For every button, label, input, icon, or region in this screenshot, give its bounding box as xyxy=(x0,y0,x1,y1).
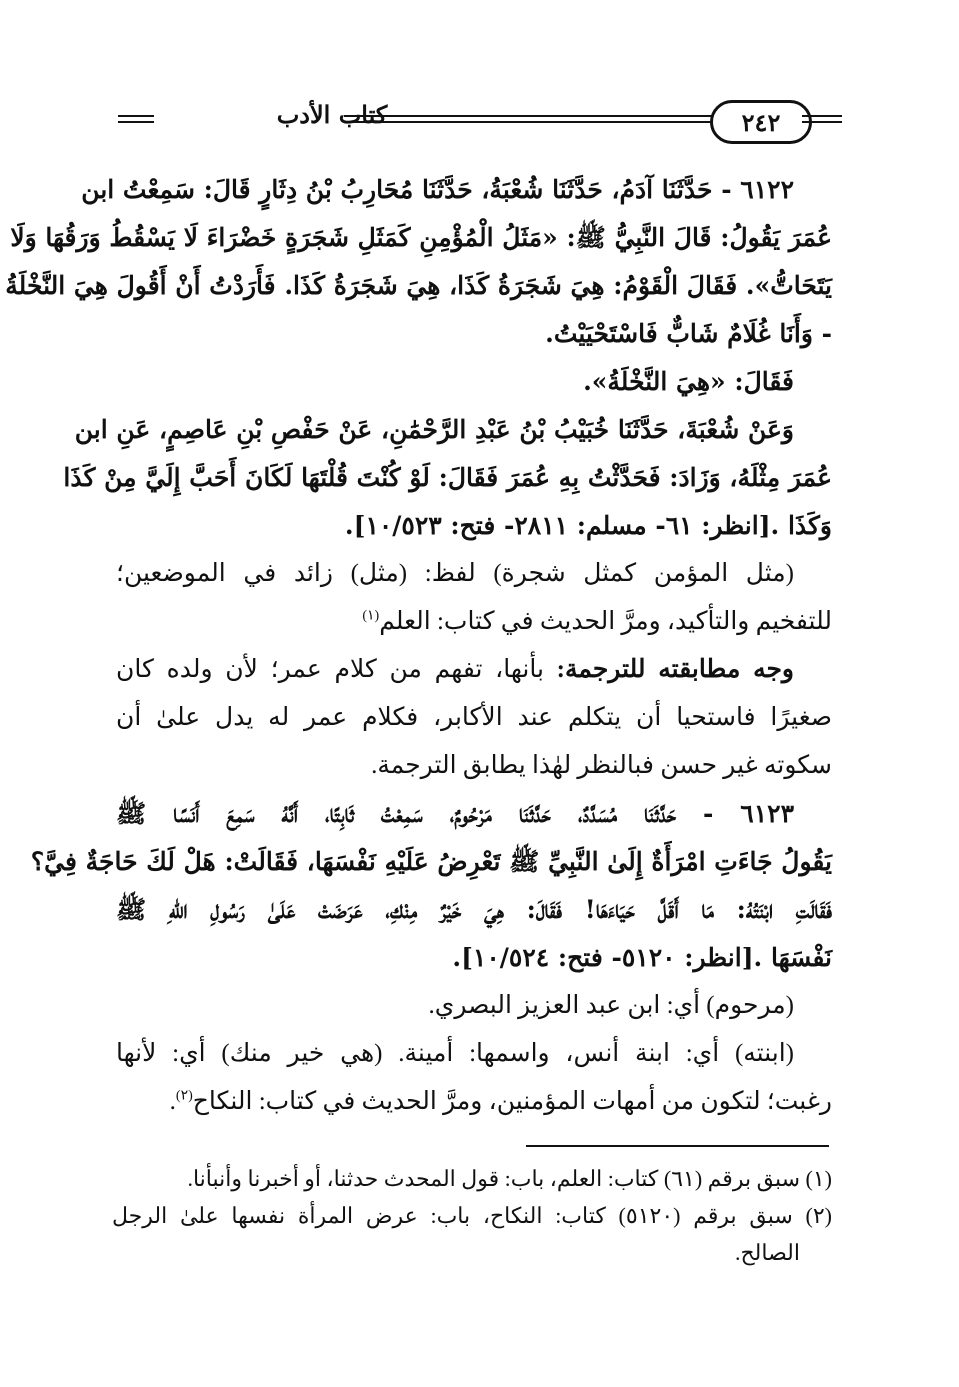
footnote-2: (٢) سبق برقم (٥١٢٠) كتاب: النكاح، باب: عرض المرأة نفسها علىٰ الرجل xyxy=(112,1203,832,1228)
hadith-line: يَقُولُ جَاءَتِ امْرَأَةٌ إِلَىٰ النَّبِيِّ ﷺ تَعْرِضُ عَلَيْهِ نَفْسَهَا، فَقَالَتْ: هَلْ لَكَ حَاجَةٌ فِيَّ؟ xyxy=(30,847,832,876)
hadith-line: يَتَحَاتُّ». فَقَالَ الْقَوْمُ: هِيَ شَجَرَةُ كَذَا، هِيَ شَجَرَةُ كَذَا. فَأَرَدْتُ أَنْ أَقُولَ هِيَ النَّخْلَةُ xyxy=(5,271,832,300)
footnote-ref-1: (١) xyxy=(362,608,380,624)
commentary-line xyxy=(116,1078,832,1126)
hadith-line: - وَأَنَا غُلَامٌ شَابٌّ فَاسْتَحْيَيْتُ. xyxy=(545,319,832,348)
commentary-line xyxy=(116,598,832,646)
page-number-badge xyxy=(710,100,812,144)
footnote-ref-2: (٢) xyxy=(175,1088,193,1104)
footnote-separator xyxy=(526,1145,829,1147)
hadith-line: وَعَنْ شُعْبَةَ، حَدَّثَنَا خُبَيْبُ بْنُ عَبْدِ الرَّحْمَٰنِ، عَنْ حَفْصِ بْنِ عَاصِمٍ، عَنِ ابن xyxy=(74,415,794,444)
commentary-line: (مرحوم) أي: ابن عبد العزيز البصري. xyxy=(428,992,794,1019)
header-rule-left-short xyxy=(118,115,154,123)
footnote-1: (١) سبق برقم (٦١) كتاب: العلم، باب: قول المحدث حدثنا، أو أخبرنا وأنبأنا. xyxy=(187,1166,832,1191)
hadith-answer: فَقَالَ: «هِيَ النَّخْلَةُ». xyxy=(583,367,794,396)
footnote-2-continued: الصالح. xyxy=(734,1240,800,1265)
hadith-6123 xyxy=(30,790,832,982)
commentary-heading: وجه مطابقته للترجمة: xyxy=(556,656,794,683)
end-mark: . xyxy=(169,1088,176,1115)
header-rule-middle xyxy=(344,115,714,123)
commentary-line: صغيرًا فاستحيا أن يتكلم عند الأكابر، فكلام عمر له يدل علىٰ أن xyxy=(116,704,832,731)
commentary-text: بأنها، تفهم من كلام عمر؛ لأن ولده كان xyxy=(116,656,557,683)
commentary-line: (ابنته) أي: ابنة أنس، واسمها: أمينة. (هي خير منك) أي: لأنها xyxy=(116,1040,794,1067)
footnotes xyxy=(112,1160,832,1271)
commentary-line: سكوته غير حسن فبالنظر لهٰذا يطابق الترجمة. xyxy=(371,752,832,779)
page-number-tail xyxy=(802,115,842,123)
page-content xyxy=(5,166,832,1126)
commentary-text: للتفخيم والتأكيد، ومرَّ الحديث في كتاب: العلم xyxy=(379,608,832,635)
hadith-line: فَقَالَتِ ابْنَتُهُ: مَا أَقَلَّ حَيَاءَهَا! فَقَالَ: هِيَ خَيْرٌ مِنْكِ، عَرَضَتْ عَلَىٰ رَسُولِ اللهِ ﷺ xyxy=(116,895,832,924)
running-header xyxy=(112,96,842,144)
book-title: كتاب الأدب xyxy=(276,100,388,129)
commentary-6122 xyxy=(116,550,832,790)
hadith-6122 xyxy=(5,166,832,550)
page-number: ٢٤٢ xyxy=(741,107,781,137)
hadith-line: ٦١٢٢ - حَدَّثَنَا آدَمُ، حَدَّثَنَا شُعْبَةُ، حَدَّثَنَا مُحَارِبُ بْنُ دِثَارٍ قَالَ: سَمِعْتُ ابن xyxy=(81,175,794,204)
hadith-line: نَفْسَهَا .[انظر: ٥١٢٠- فتح: ١٠/٥٢٤]. xyxy=(452,943,832,972)
commentary-line: (مثل المؤمن كمثل شجرة) لفظ: (مثل) زائد في الموضعين؛ xyxy=(116,560,794,587)
hadith-line: عُمَرَ يَقُولُ: قَالَ النَّبِيُّ ﷺ: «مَثَلُ الْمُؤْمِنِ كَمَثَلِ شَجَرَةٍ خَضْرَاءَ لَا يَسْقُطُ وَرَقُهَا وَلَا xyxy=(10,223,832,252)
commentary-text: رغبت؛ لتكون من أمهات المؤمنين، ومرَّ الحديث في كتاب: النكاح xyxy=(192,1088,832,1115)
commentary-6123 xyxy=(116,982,832,1126)
commentary-line xyxy=(116,646,832,694)
hadith-line: ٦١٢٣ - حَدَّثَنَا مُسَدَّدٌ، حَدَّثَنَا مَرْحُومٌ، سَمِعْتُ ثَابِتًا، أَنَّهُ سَمِعَ أَنَسًا ﷺ xyxy=(116,799,794,828)
hadith-line: عُمَرَ مِثْلَهُ، وَزَادَ: فَحَدَّثْتُ بِهِ عُمَرَ فَقَالَ: لَوْ كُنْتَ قُلْتَهَا لَكَانَ أَحَبَّ إِلَيَّ مِنْ كَذَا xyxy=(63,463,832,492)
hadith-line: وَكَذَا .[انظر: ٦١- مسلم: ٢٨١١- فتح: ١٠/٥٢٣]. xyxy=(344,511,832,540)
